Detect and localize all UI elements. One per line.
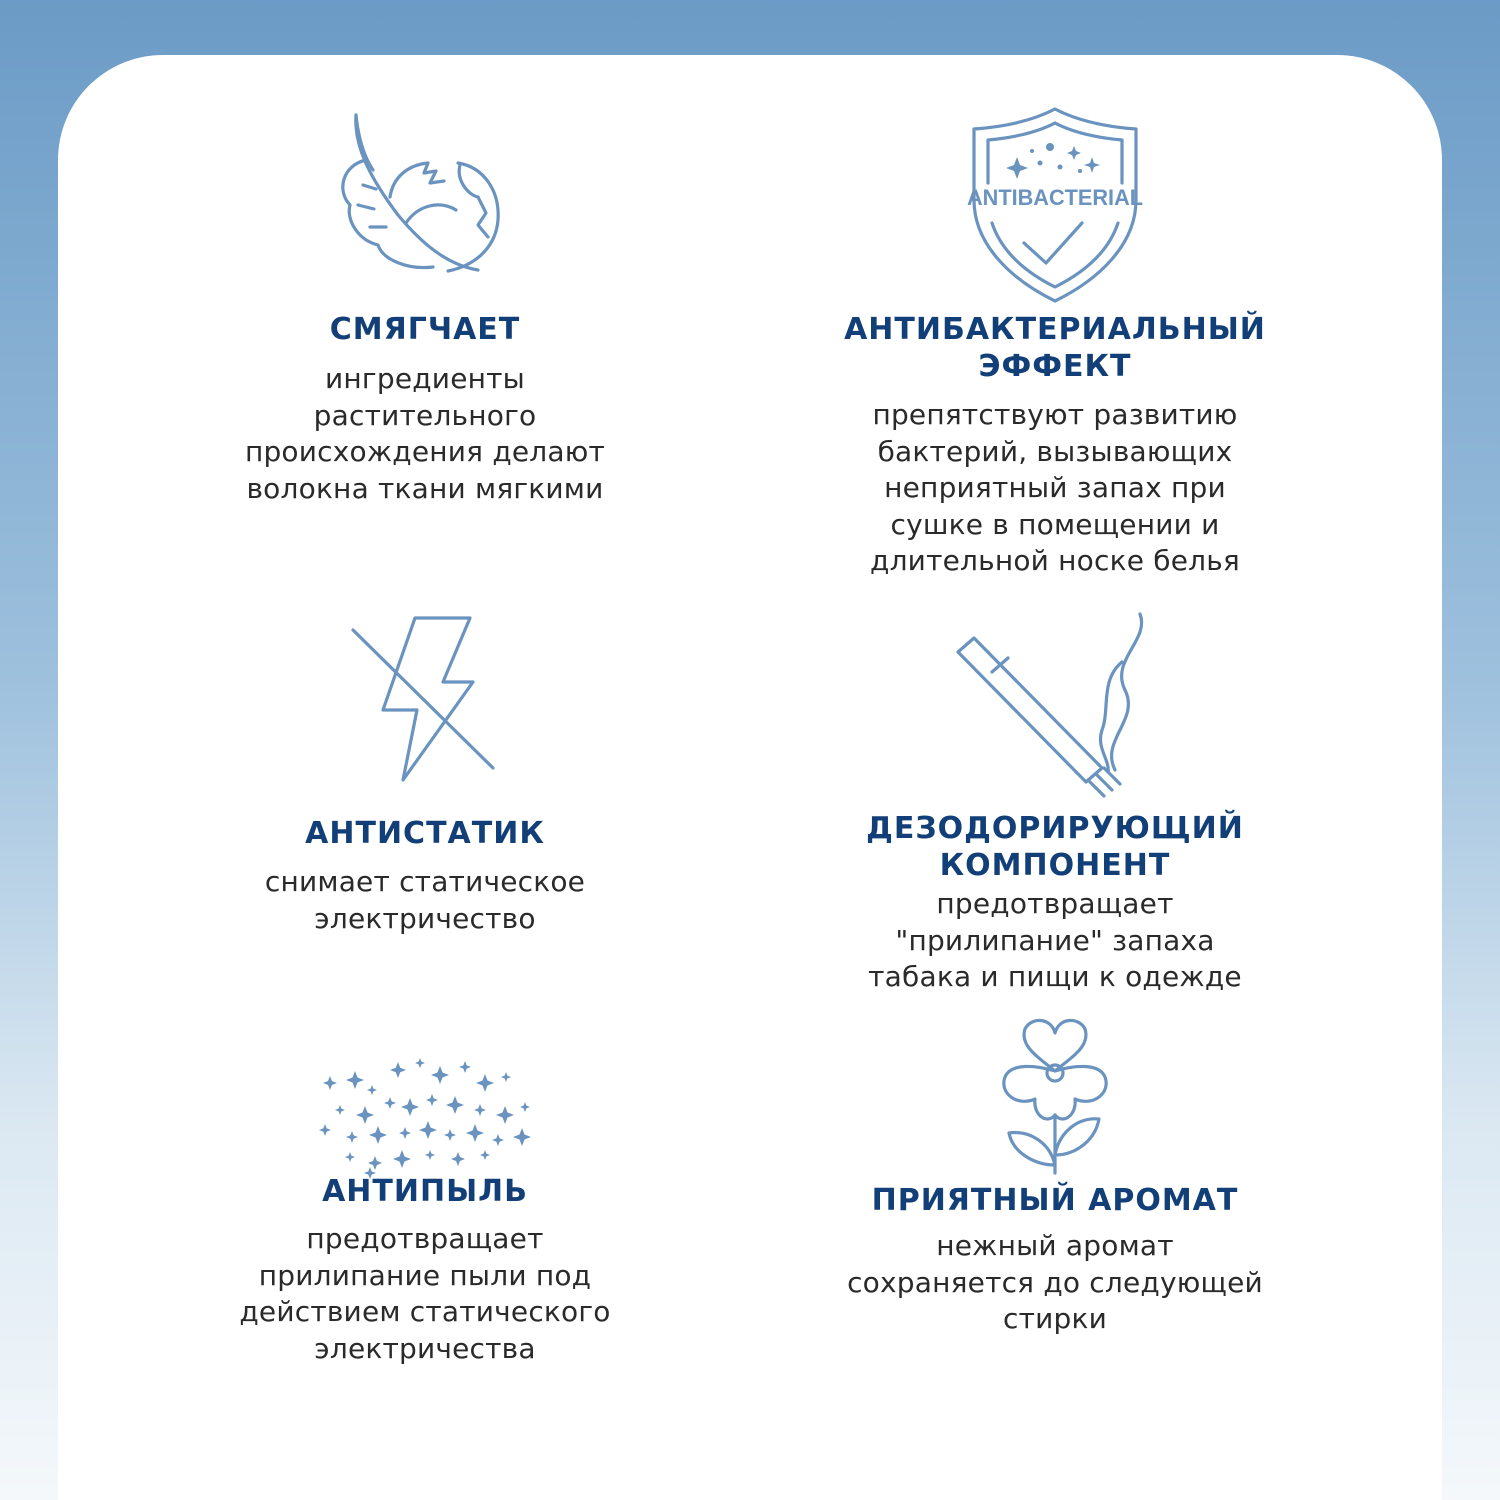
antibacterial-shield-icon [962, 105, 1148, 305]
feature-deodorizing [790, 610, 1320, 1000]
feature-description: предотвращает "прилипание" запаха табака и пищи к одежде [868, 887, 1242, 993]
feature-title: АНТИПЫЛЬ [322, 1174, 528, 1209]
feature-antibacterial [790, 105, 1320, 585]
feature-description: предотвращает прилипание пыли под действием статического электричества [239, 1222, 611, 1365]
feature-antistatic [160, 610, 690, 935]
feature-description: ингредиенты растительного происхождения делают волокна ткани мягкими [244, 362, 606, 505]
feature-pleasant-aroma [790, 1015, 1320, 1345]
crossed-lightning-icon [345, 610, 505, 790]
feature-title: ДЕЗОДОРИРУЮЩИЙ КОМПОНЕНТ [866, 811, 1244, 883]
feature-title: СМЯГЧАЕТ [329, 312, 521, 347]
feature-title: АНТИСТАТИК [305, 816, 545, 851]
feature-antidust [160, 1055, 690, 1385]
feature-title: ПРИЯТНЫЙ АРОМАТ [871, 1183, 1239, 1218]
cigarette-smoke-icon [950, 610, 1160, 805]
feature-description: препятствуют развитию бактерий, вызывающих неприятный запах при сушке в помещении и длительной носке белья [870, 398, 1240, 577]
feature-softens [160, 105, 690, 525]
feature-description: нежный аромат сохраняется до следующей стирки [847, 1229, 1263, 1335]
antibacterial-badge-text: ANTIBACTERIAL [967, 185, 1143, 210]
feature-title: АНТИБАКТЕРИАЛЬНЫЙ ЭФФЕКТ [844, 312, 1266, 384]
sparkles-dust-icon [310, 1055, 540, 1180]
flower-icon [995, 1015, 1115, 1180]
feature-description: снимает статическое электричество [264, 865, 586, 935]
feather-icon [328, 105, 528, 285]
